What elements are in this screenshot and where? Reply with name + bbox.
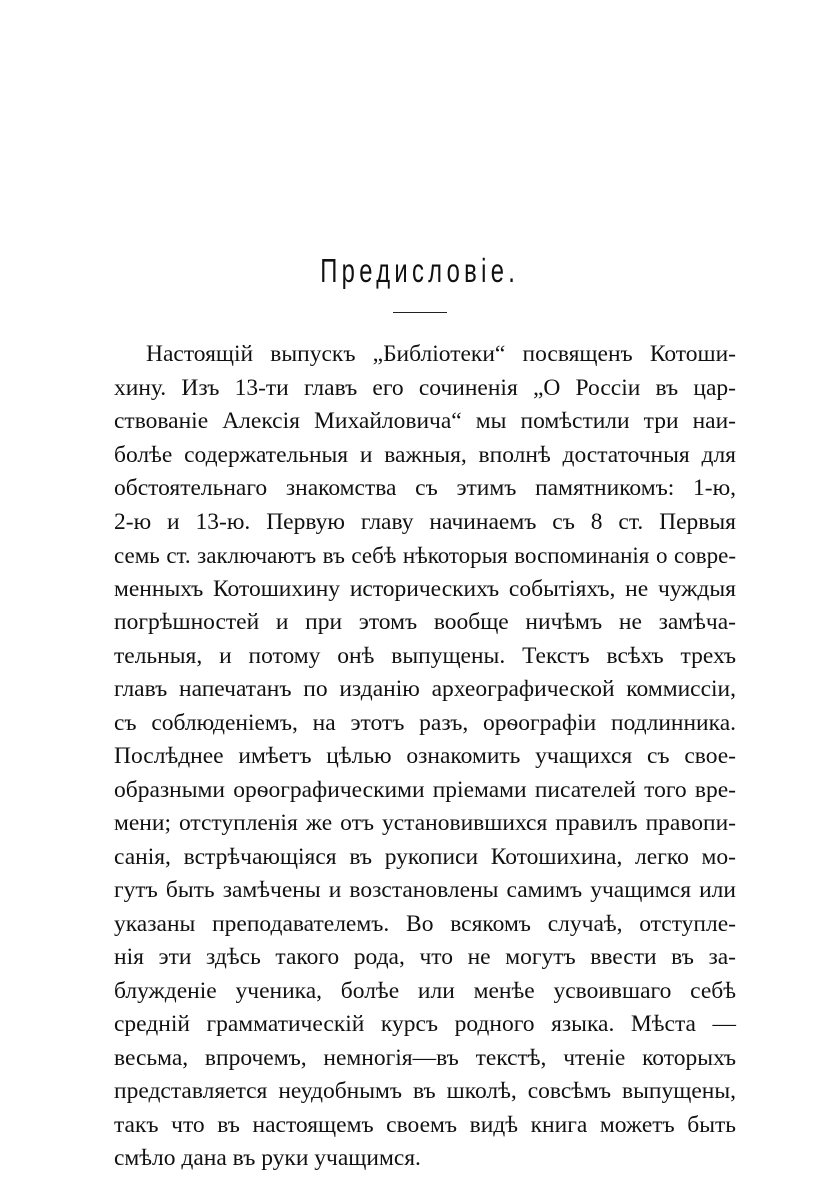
text-line: гутъ быть замѣчены и возстановлены самимъ учащимся или [114, 877, 736, 903]
text-line: ствованіе Алексія Михайловича“ мы помѣстили три наи- [114, 408, 736, 434]
text-line: менныхъ Котошихину историческихъ событіяхъ, не чуждыя [114, 575, 736, 602]
text-line: образными орѳографическими пріемами писателей того вре- [114, 776, 736, 803]
text-line: 2-ю и 13-ю. Первую главу начинаемъ съ 8 ст. Первыя [114, 508, 736, 535]
text-line: смѣло дана въ руки учащимся. [114, 1145, 421, 1171]
text-line: погрѣшностей и при этомъ вообще ничѣмъ не замѣча- [114, 609, 736, 635]
text-line: представляется неудобнымъ въ школѣ, совсѣмъ выпущены, [114, 1078, 736, 1104]
text-line: Послѣднее имѣетъ цѣлью ознакомить учащихся съ свое- [114, 743, 736, 769]
text-line: мени; отступленія же отъ установившихся правилъ правопи- [114, 810, 736, 836]
preface-body [114, 338, 736, 1176]
text-line: средній грамматическій курсъ родного языка. Мѣста — [114, 1011, 736, 1037]
text-line: такъ что въ настоящемъ своемъ видѣ книга можетъ быть [114, 1111, 736, 1138]
text-line: семь ст. заключаютъ въ себѣ нѣкоторыя воспоминанія о совре- [114, 542, 736, 568]
text-line: санія, встрѣчающіяся въ рукописи Котошихина, легко мо- [114, 843, 736, 870]
text-line: весьма, впрочемъ, немногія—въ текстѣ, чтеніе которыхъ [114, 1044, 736, 1071]
page-title: Предисловіе. [320, 252, 520, 289]
title-divider [393, 312, 447, 313]
text-line: Настоящій выпускъ „Библіотеки“ посвященъ Котоши- [146, 341, 736, 367]
text-line: указаны преподавателемъ. Во всякомъ случаѣ, отступле- [114, 910, 736, 937]
text-line: нія эти здѣсь такого рода, что не могутъ ввести въ за- [114, 944, 736, 970]
text-line: съ соблюденіемъ, на этотъ разъ, орѳографіи подлинника. [114, 709, 736, 736]
text-line: тельныя, и потому онѣ выпущены. Текстъ всѣхъ трехъ [114, 642, 736, 669]
text-line: обстоятельнаго знакомства съ этимъ памятникомъ: 1-ю, [114, 475, 736, 501]
text-line: блужденіе ученика, болѣе или менѣе усвоившаго себѣ [114, 977, 736, 1004]
text-line: хину. Изъ 13-ти главъ его сочиненія „О Россіи въ цар- [114, 374, 736, 401]
text-line: главъ напечатанъ по изданію археографической коммиссіи, [114, 676, 736, 702]
text-line: болѣе содержательныя и важныя, вполнѣ достаточныя для [114, 441, 736, 468]
